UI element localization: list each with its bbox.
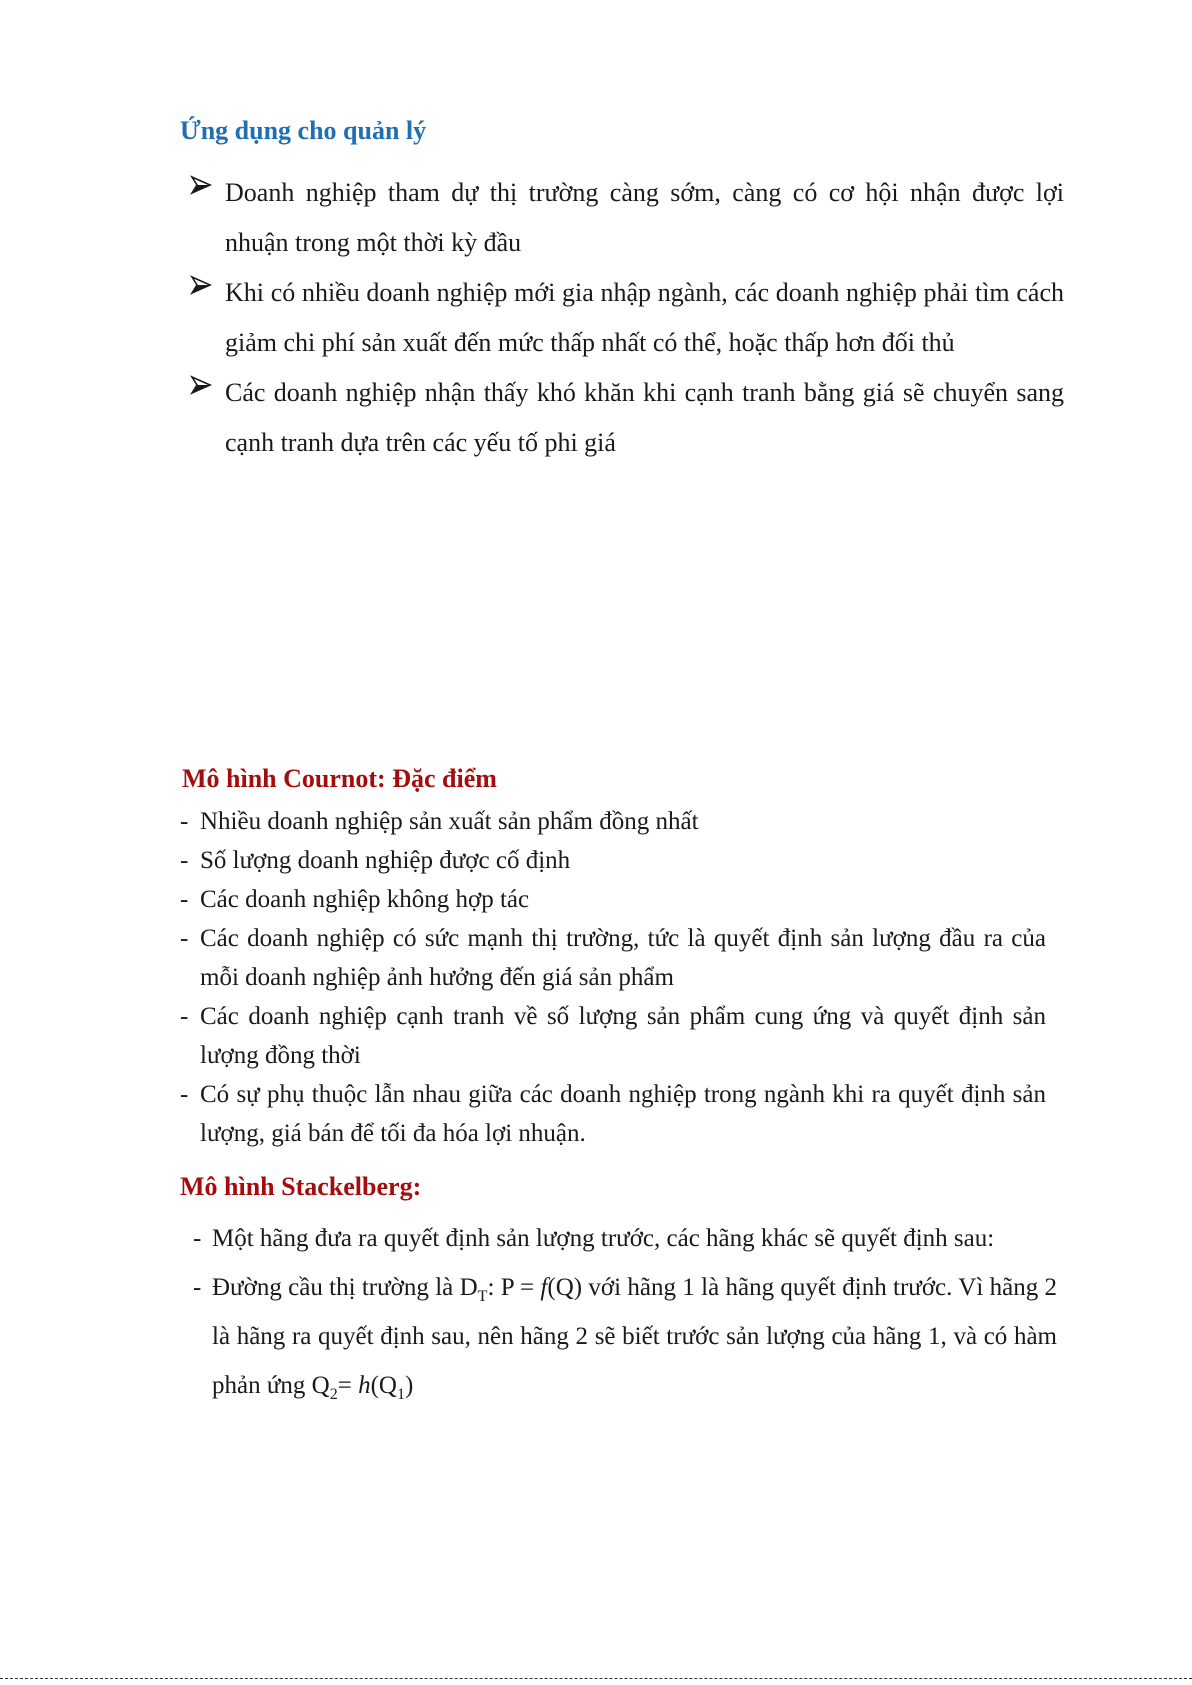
subscript: 1 [396, 1386, 405, 1403]
dash-bullet-icon: - [180, 1003, 189, 1030]
list-item [190, 168, 1064, 268]
list-item [190, 268, 1064, 368]
list-item-text: Số lượng doanh nghiệp được cố định [200, 847, 571, 874]
list-item [190, 368, 1064, 468]
subscript: 2 [329, 1386, 338, 1403]
dash-bullet-icon: - [180, 847, 189, 874]
list-item [180, 880, 1046, 919]
arrowhead-bullet-icon [190, 374, 212, 396]
list-item [193, 1214, 1057, 1263]
stackelberg-heading: Mô hình Stackelberg: [180, 1172, 422, 1201]
list-item-text: Nhiều doanh nghiệp sản xuất sản phẩm đồng nhất [200, 808, 699, 835]
dash-bullet-icon: - [193, 1274, 202, 1301]
list-item [193, 1263, 1057, 1410]
list-item [180, 841, 1046, 880]
list-item-text: Doanh nghiệp tham dự thị trường càng sớm, càng có cơ hội nhận được lợi nhuận trong một thời kỳ đầu [225, 178, 1064, 257]
arrowhead-bullet-icon [190, 174, 212, 196]
formula-text: = [337, 1372, 359, 1399]
subscript: T [477, 1288, 488, 1305]
formula-text: Đường cầu thị trường là D [212, 1274, 478, 1301]
dash-bullet-icon: - [180, 925, 189, 952]
dash-bullet-icon: - [180, 886, 189, 913]
dash-bullet-icon: - [193, 1225, 202, 1252]
cournot-heading: Mô hình Cournot: Đặc điểm [182, 764, 497, 793]
list-item [180, 919, 1046, 997]
formula-text: (Q [370, 1372, 397, 1399]
formula-text: ) [404, 1372, 414, 1399]
list-item [180, 802, 1046, 841]
management-list [190, 168, 1064, 468]
list-item-text: Các doanh nghiệp nhận thấy khó khăn khi cạnh tranh bằng giá sẽ chuyển sang cạnh tranh dựa trên các yếu tố phi giá [225, 378, 1064, 457]
list-item-text: Một hãng đưa ra quyết định sản lượng trước, các hãng khác sẽ quyết định sau: [212, 1225, 995, 1252]
list-item-text: Các doanh nghiệp cạnh tranh về số lượng sản phẩm cung ứng và quyết định sản lượng đồng thời [200, 1003, 1046, 1069]
list-item [180, 1075, 1046, 1153]
arrowhead-bullet-icon [190, 274, 212, 296]
function-symbol: h [358, 1372, 371, 1399]
formula-text: (Q) với hãng 1 là hãng quyết định trước. Vì hãng 2 là hãng ra quyết định sau, nên hãng 2 sẽ biết trước sản lượng của hãng 1, và có hàm phản ứng Q [212, 1274, 1058, 1399]
management-heading: Ứng dụng cho quản lý [180, 116, 427, 145]
function-symbol: f [540, 1274, 548, 1301]
list-item-text: Các doanh nghiệp có sức mạnh thị trường, tức là quyết định sản lượng đầu ra của mỗi doanh nghiệp ảnh hưởng đến giá sản phẩm [200, 925, 1046, 991]
list-item-text [212, 1263, 1057, 1410]
list-item-text: Các doanh nghiệp không hợp tác [200, 886, 530, 913]
list-item-text: Có sự phụ thuộc lẫn nhau giữa các doanh nghiệp trong ngành khi ra quyết định sản lượng, giá bán để tối đa hóa lợi nhuận. [200, 1081, 1046, 1147]
dash-bullet-icon: - [180, 808, 189, 835]
dash-bullet-icon: - [180, 1081, 189, 1108]
stackelberg-list [193, 1214, 1057, 1410]
cournot-list [180, 802, 1046, 1153]
formula-text: : P = [487, 1274, 541, 1301]
list-item-text: Khi có nhiều doanh nghiệp mới gia nhập ngành, các doanh nghiệp phải tìm cách giảm chi phí sản xuất đến mức thấp nhất có thể, hoặc thấp hơn đối thủ [225, 278, 1064, 357]
page-bottom-divider [0, 1678, 1192, 1679]
list-item [180, 997, 1046, 1075]
